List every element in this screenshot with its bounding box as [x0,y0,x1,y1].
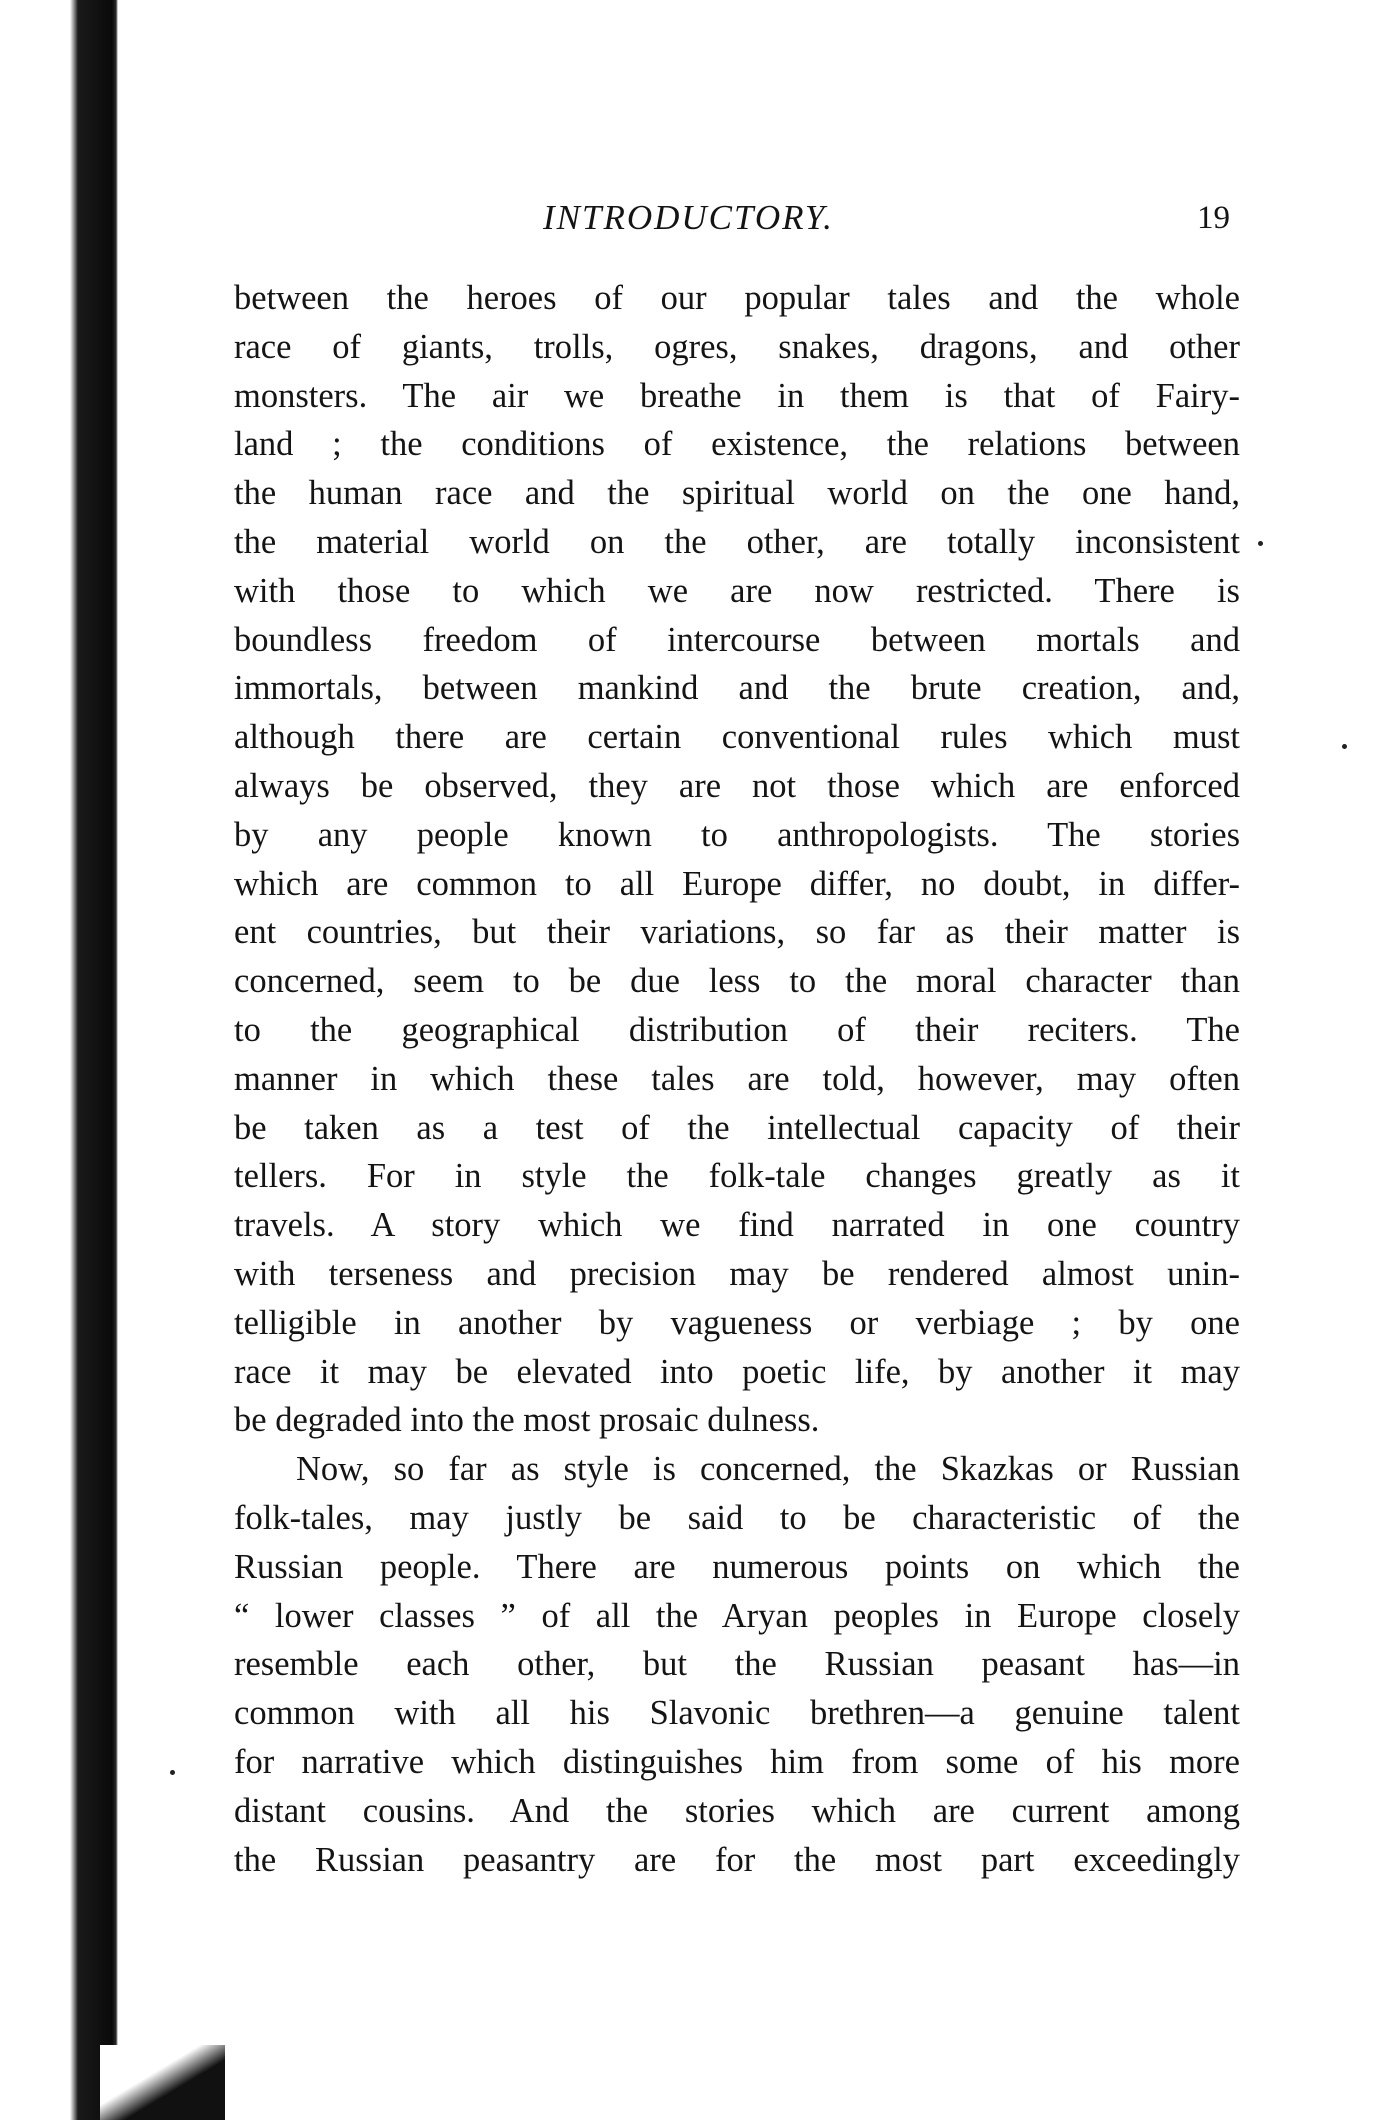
text-line: common with all his Slavonic brethren—a genuine talent [234,1694,1240,1733]
text-line: telligible in another by vagueness or verbiage ; by one [234,1303,1240,1342]
text-line: to the geographical distribution of their reciters. The [234,1010,1240,1049]
text-line: be degraded into the most prosaic dulness. [234,1401,820,1440]
text-line: always be observed, they are not those which are enforced [234,766,1240,805]
running-head [230,196,1240,240]
text-line: immortals, between mankind and the brute creation, and, [234,669,1240,708]
text-line: for narrative which distinguishes him from some of his more [234,1742,1240,1781]
text-line: between the heroes of our popular tales and the whole [234,279,1240,317]
text-line: with terseness and precision may be rendered almost unin- [234,1254,1240,1293]
text-line: race of giants, trolls, ogres, snakes, dragons, and other [234,327,1240,366]
text-line: although there are certain conventional rules which must [234,718,1240,757]
text-line: concerned, seem to be due less to the moral character than [234,962,1240,1001]
text-line: boundless freedom of intercourse between mortals and [234,620,1240,659]
text-line: be taken as a test of the intellectual capacity of their [234,1108,1240,1147]
text-line: the material world on the other, are totally inconsistent [234,522,1240,561]
paragraph [234,274,1240,1445]
text-line: resemble each other, but the Russian peasant has—in [234,1645,1240,1684]
page-number: 19 [1197,200,1230,236]
text-line: race it may be elevated into poetic life, by another it may [234,1352,1240,1391]
text-line: Now, so far as style is concerned, the Skazkas or Russian [296,1450,1240,1489]
text-line: tellers. For in style the folk-tale changes greatly as it [234,1157,1240,1196]
text-line: land ; the conditions of existence, the relations between [234,425,1240,464]
paragraph [234,1445,1240,1884]
paper-speck [1258,541,1263,546]
text-line: Russian people. There are numerous points on which the [234,1547,1240,1586]
text-line: the Russian peasantry are for the most part exceedingly [234,1840,1240,1879]
book-binding-shadow [100,2045,225,2120]
book-binding-edge [0,0,118,2120]
paper-speck [170,1770,175,1775]
body-text [234,274,1240,1884]
text-line: by any people known to anthropologists. The stories [234,815,1240,854]
text-line: with those to which we are now restricted. There is [234,571,1240,610]
text-line: which are common to all Europe differ, no doubt, in differ- [234,864,1240,903]
text-line: “ lower classes ” of all the Aryan peoples in Europe closely [234,1596,1240,1635]
paper-speck [1342,744,1347,749]
page-header-title: INTRODUCTORY. [543,198,834,237]
text-line: the human race and the spiritual world on the one hand, [234,474,1240,513]
text-line: travels. A story which we find narrated in one country [234,1206,1240,1245]
text-line: distant cousins. And the stories which are current among [234,1791,1240,1830]
text-line: monsters. The air we breathe in them is that of Fairy- [234,376,1240,415]
text-line: manner in which these tales are told, however, may often [234,1059,1240,1098]
text-line: ent countries, but their variations, so far as their matter is [234,913,1240,952]
text-line: folk-tales, may justly be said to be characteristic of the [234,1498,1240,1537]
